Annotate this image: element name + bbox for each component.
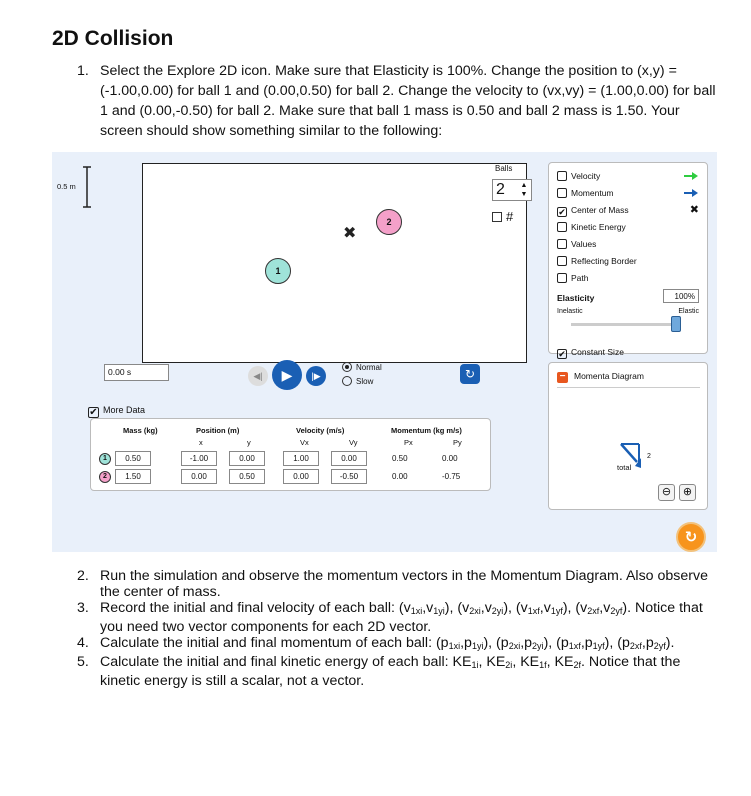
momentum-y-header: Py xyxy=(453,438,462,447)
step-5-number: 5. xyxy=(77,654,89,670)
ruler-icon[interactable] xyxy=(82,166,92,208)
zoom-in-button[interactable] xyxy=(679,484,696,501)
momentum-x-header: Px xyxy=(404,438,413,447)
momenta-diagram-header[interactable] xyxy=(557,371,644,383)
momentum-arrow-icon xyxy=(683,188,699,198)
grid-icon: # xyxy=(506,209,514,224)
constant-size-checkbox[interactable]: ✔ xyxy=(558,349,566,359)
momenta-diagram-area xyxy=(557,387,700,505)
option-path[interactable] xyxy=(557,273,589,283)
center-of-mass-checkbox[interactable]: ✔ xyxy=(558,207,566,217)
more-data-toggle[interactable] xyxy=(88,405,145,418)
step-1-number: 1. xyxy=(77,63,89,79)
restart-icon: ↻ xyxy=(464,367,476,381)
reset-all-button[interactable] xyxy=(676,522,706,552)
grid-checkbox[interactable] xyxy=(492,212,502,222)
step-4: 4. Calculate the initial and final momentum of each ball: $(p_{1xi},p_{1yi})$, $(p_{2xi},p_{2yi})$, $(p_{1xf},p_{1yf})$, $(p_{2xf},p_{2yf})$. xyxy=(77,635,675,651)
step-4-number: 4. xyxy=(77,635,89,651)
row-1-py: 0.00 xyxy=(442,454,458,463)
play-area[interactable] xyxy=(142,163,527,363)
momentum-checkbox[interactable] xyxy=(557,188,567,198)
reflecting-border-label: Reflecting Border xyxy=(571,256,637,266)
path-checkbox[interactable] xyxy=(557,273,567,283)
row-1-ball-icon: 1 xyxy=(99,453,111,465)
momenta-diagram-panel xyxy=(548,362,708,510)
elasticity-slider-thumb[interactable] xyxy=(671,316,681,332)
step-2-text: Run the simulation and observe the momentum vectors in the Momentum Diagram. Also observe the center of mass. xyxy=(100,568,708,600)
steps-list xyxy=(77,568,718,689)
spinner-up-icon[interactable]: ▲ xyxy=(520,182,528,189)
row-2-vx[interactable]: 0.00 xyxy=(283,469,319,484)
row-2-vy[interactable]: -0.50 xyxy=(331,469,367,484)
momentum-header: Momentum (kg m/s) xyxy=(391,426,462,435)
inelastic-label: Inelastic xyxy=(557,308,583,315)
path-label: Path xyxy=(571,273,589,283)
position-x-header: x xyxy=(199,438,203,447)
zoom-out-button[interactable] xyxy=(658,484,675,501)
option-reflecting-border[interactable] xyxy=(557,256,637,266)
step-forward-button[interactable] xyxy=(306,366,326,386)
step-1 xyxy=(77,61,718,141)
restart-button[interactable] xyxy=(460,364,480,384)
row-2-mass[interactable]: 1.50 xyxy=(115,469,151,484)
speed-slow-radio[interactable] xyxy=(342,376,373,386)
momentum-label: Momentum xyxy=(571,188,614,198)
more-data-checkbox[interactable]: ✔ xyxy=(89,407,98,418)
kinetic-energy-label: Kinetic Energy xyxy=(571,222,626,232)
ball-1[interactable]: 1 xyxy=(265,258,291,284)
data-table xyxy=(90,418,491,491)
kinetic-energy-checkbox[interactable] xyxy=(557,222,567,232)
play-button[interactable] xyxy=(272,360,302,390)
option-kinetic-energy[interactable] xyxy=(557,222,626,232)
zoom-out-icon: ⊖ xyxy=(661,486,672,498)
center-of-mass-legend-icon: ✖ xyxy=(689,204,699,216)
collapse-icon[interactable]: − xyxy=(557,372,568,383)
step-1-text: Select the Explore 2D icon. Make sure that Elasticity is 100%. Change the position to (x,y) = (-1.00,0.00) for ball 1 and (0.00,0.50) for ball 2. Change the velocity to (vx,vy) = (1.00,0.00) for ball 1 and (0.00,-0.50) for ball 2. Make sure that ball 1 mass is 0.50 and ball 2 mass is 1.50. Your screen should show something similar to the following: xyxy=(100,63,716,139)
options-panel xyxy=(548,162,708,359)
ball-2-vector-label: 2 xyxy=(647,453,651,460)
speed-slow-label: Slow xyxy=(356,377,374,386)
more-data-label: More Data xyxy=(103,405,146,415)
option-values[interactable] xyxy=(557,239,596,249)
row-2-px: 0.00 xyxy=(392,472,408,481)
row-2-x[interactable]: 0.00 xyxy=(181,469,217,484)
balls-count-spinner[interactable] xyxy=(492,179,532,201)
step-5: 5. Calculate the initial and final kinetic energy of each ball: $KE_{1i}$, $KE_{2i}$, $KE_{1f}$, $KE_{2f}$. Notice that the kinetic energy is still a scalar, not a vector. xyxy=(77,654,681,689)
step-forward-icon: |▶ xyxy=(311,370,321,381)
velocity-x-header: Vx xyxy=(300,438,309,447)
row-1-vx[interactable]: 1.00 xyxy=(283,451,319,466)
velocity-checkbox[interactable] xyxy=(557,171,567,181)
velocity-header: Velocity (m/s) xyxy=(296,426,345,435)
elasticity-value: 100% xyxy=(663,289,699,303)
grid-toggle[interactable] xyxy=(492,209,513,224)
option-velocity[interactable] xyxy=(557,171,600,181)
reset-all-icon: ↻ xyxy=(684,529,698,546)
momenta-diagram-title: Momenta Diagram xyxy=(574,371,644,381)
play-icon: ▶ xyxy=(281,366,293,383)
mass-header: Mass (kg) xyxy=(123,426,158,435)
row-1-y[interactable]: 0.00 xyxy=(229,451,265,466)
row-1-mass[interactable]: 0.50 xyxy=(115,451,151,466)
balls-label: Balls xyxy=(495,164,513,173)
row-2-py: -0.75 xyxy=(442,472,461,481)
radio-normal[interactable] xyxy=(342,362,352,372)
total-vector-label: total xyxy=(617,463,632,472)
option-constant-size[interactable] xyxy=(557,347,624,359)
velocity-y-header: Vy xyxy=(349,438,358,447)
row-2-y[interactable]: 0.50 xyxy=(229,469,265,484)
velocity-label: Velocity xyxy=(571,171,601,181)
simulation-panel xyxy=(52,152,717,552)
row-1-x[interactable]: -1.00 xyxy=(181,451,217,466)
constant-size-label: Constant Size xyxy=(571,347,624,357)
balls-count: 2 xyxy=(496,181,505,198)
step-2 xyxy=(77,568,718,600)
zoom-in-icon: ⊕ xyxy=(682,486,693,498)
speed-normal-radio[interactable] xyxy=(342,362,382,372)
velocity-arrow-icon xyxy=(683,171,699,181)
values-checkbox[interactable] xyxy=(557,239,567,249)
spinner-down-icon[interactable]: ▼ xyxy=(520,191,528,198)
ball-2[interactable]: 2 xyxy=(376,209,402,235)
step-3: 3. Record the initial and final velocity of each ball: $(v_{1xi},v_{1yi})$, $(v_{2xi},v_{2yi})$, $(v_{1xf},v_{1yf})$, $(v_{2xf},v_{2yf})$. Notice that you need two vector components for each 2D vector. xyxy=(77,600,703,635)
row-1-px: 0.50 xyxy=(392,454,408,463)
values-label: Values xyxy=(571,239,597,249)
reflecting-border-checkbox[interactable] xyxy=(557,256,567,266)
elasticity-label: Elasticity xyxy=(557,293,595,303)
elastic-label: Elastic xyxy=(678,308,699,315)
row-2-ball-icon: 2 xyxy=(99,471,111,483)
ruler-label: 0.5 m xyxy=(57,182,76,191)
center-of-mass-label: Center of Mass xyxy=(571,205,629,215)
radio-slow[interactable] xyxy=(342,376,352,386)
option-momentum[interactable] xyxy=(557,188,614,198)
step-back-button[interactable] xyxy=(248,366,268,386)
position-y-header: y xyxy=(247,438,251,447)
position-header: Position (m) xyxy=(196,426,240,435)
option-center-of-mass[interactable] xyxy=(557,205,629,217)
step-back-icon: ◀| xyxy=(253,370,263,381)
doc-title: 2D Collision xyxy=(52,27,174,50)
elasticity-slider-track[interactable] xyxy=(571,323,679,326)
center-of-mass-icon: ✖ xyxy=(343,225,357,242)
row-1-vy[interactable]: 0.00 xyxy=(331,451,367,466)
step-3-number: 3. xyxy=(77,600,89,616)
step-2-number: 2. xyxy=(77,568,89,584)
speed-normal-label: Normal xyxy=(356,363,382,372)
time-display: 0.00 s xyxy=(104,364,169,381)
